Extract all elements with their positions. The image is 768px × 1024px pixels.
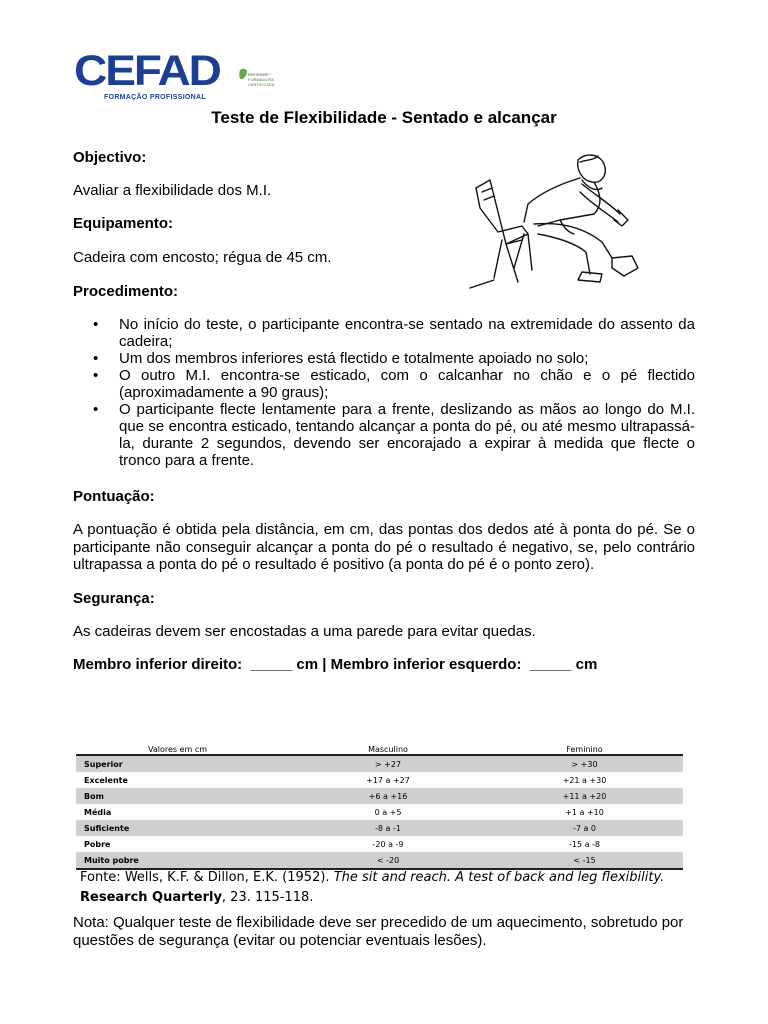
bullet-icon: •	[93, 367, 99, 384]
table-header	[76, 742, 683, 756]
list-item: • No início do teste, o participante encontra-se sentado na extremidade do assento da cadeira;	[93, 316, 695, 350]
note-text: Nota: Qualquer teste de flexibilidade deve ser precedido de um aquecimento, sobretudo por questões de segurança (evitar ou potenciar eventuais lesões).	[73, 914, 684, 949]
header-female: Feminino	[566, 745, 603, 754]
norms-table	[76, 742, 683, 870]
list-item: • O outro M.I. encontra-se esticado, com o calcanhar no chão e o pé flectido (aproximadamente a 90 graus);	[93, 367, 695, 401]
objective-heading: Objectivo:	[73, 149, 147, 166]
scoring-text: A pontuação é obtida pela distância, em cm, das pontas dos dedos até à ponta do pé. Se o participante não conseguir alcançar a ponta do pé o resultado é negativo, se, pelo contrário ultrapassa a ponta do pé o resultado é positivo (a ponta do pé é o ponto zero).	[73, 521, 695, 573]
table-row: Excelente +17 a +27 +21 a +30	[84, 775, 607, 785]
objective-text: Avaliar a flexibilidade dos M.I.	[73, 182, 272, 199]
table-row: Suficiente -8 a -1 -7 a 0	[76, 820, 683, 836]
sit-and-reach-illustration	[462, 148, 648, 290]
table-row: Média 0 a +5 +1 a +10	[84, 807, 604, 817]
certification-text: ENTIDADE FORMADORA CERTIFICADA	[248, 72, 275, 87]
table-source: Fonte: Wells, K.F. & Dillon, E.K. (1952). The sit and reach. A test of back and leg flexibility. Research Quarterly, 23. 115-118.	[80, 870, 665, 905]
list-item: • O participante flecte lentamente para a frente, deslizando as mãos ao longo do M.I. que se encontra esticado, tentando alcançar a ponta do pé, ou até mesmo ultrapassá-la, durante 2 segundos, devendo ser encorajado a expirar à medida que flecte o tronco para a frente.	[93, 401, 695, 469]
page-title: Teste de Flexibilidade - Sentado e alcançar	[211, 108, 557, 127]
procedure-heading: Procedimento:	[73, 283, 179, 300]
procedure-list	[73, 316, 695, 469]
table-row: Superior > +27 > +30	[76, 756, 683, 772]
equipment-text: Cadeira com encosto; régua de 45 cm.	[73, 249, 332, 266]
header-male: Masculino	[368, 745, 408, 754]
logo-text: CEFAD	[74, 46, 220, 94]
table-row: Muito pobre < -20 < -15	[76, 852, 683, 868]
certification-seal	[228, 56, 284, 96]
safety-heading: Segurança:	[73, 590, 155, 607]
limb-results-line: Membro inferior direito: _____ cm | Membro inferior esquerdo: _____ cm	[73, 656, 598, 673]
bullet-icon: •	[93, 350, 99, 367]
table-row: Bom +6 a +16 +11 a +20	[76, 788, 683, 804]
scoring-heading: Pontuação:	[73, 488, 155, 505]
logo-subtitle: FORMAÇÃO PROFISSIONAL	[104, 94, 206, 101]
bullet-icon: •	[93, 401, 99, 418]
list-item: • Um dos membros inferiores está flectido e totalmente apoiado no solo;	[93, 350, 589, 367]
table-row: Pobre -20 a -9 -15 a -8	[84, 839, 601, 849]
equipment-heading: Equipamento:	[73, 215, 173, 232]
bullet-icon: •	[93, 316, 99, 333]
safety-text: As cadeiras devem ser encostadas a uma parede para evitar quedas.	[73, 623, 536, 640]
cefad-logo	[74, 46, 224, 104]
header-values-cm: Valores em cm	[148, 745, 208, 754]
